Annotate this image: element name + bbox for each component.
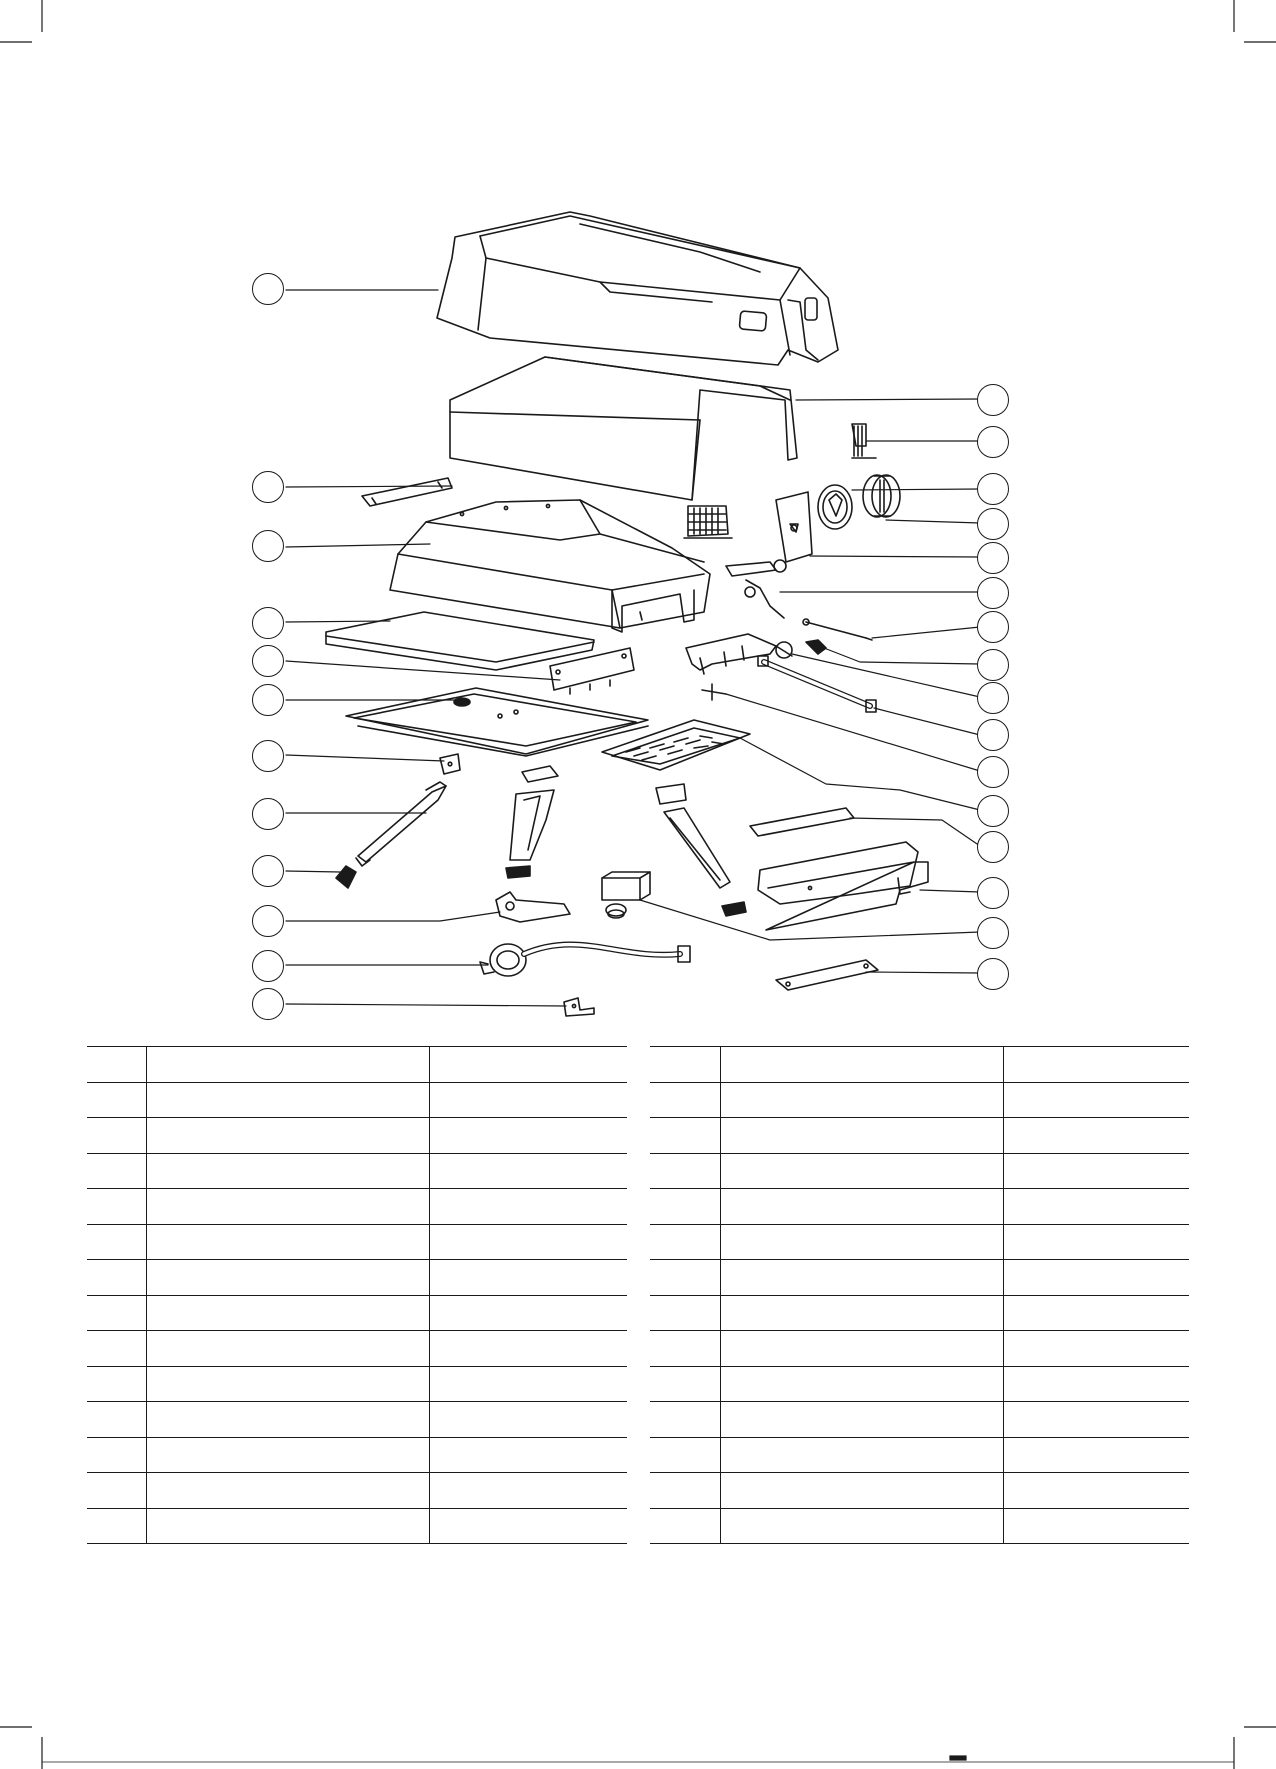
callout-right-2	[977, 426, 1009, 458]
no-cell	[87, 1402, 146, 1438]
callout-left-4	[252, 607, 284, 639]
qty-cell	[429, 1366, 627, 1402]
table-row	[87, 1295, 627, 1331]
grill-mesh	[684, 506, 732, 538]
leg-right	[656, 784, 746, 916]
description-cell	[720, 1473, 1003, 1509]
qty-cell	[429, 1189, 627, 1225]
qty-cell	[1003, 1508, 1189, 1544]
gas-hose-regulator	[480, 944, 690, 976]
description-cell	[146, 1224, 429, 1260]
no-cell	[650, 1366, 720, 1402]
qty-cell	[429, 1473, 627, 1509]
qty-cell	[429, 1331, 627, 1367]
no-cell	[87, 1437, 146, 1473]
table-row	[87, 1473, 627, 1509]
bottom-plate	[776, 960, 878, 990]
no-cell	[87, 1473, 146, 1509]
callout-right-8	[977, 649, 1009, 681]
regulator	[602, 872, 650, 918]
no-cell	[650, 1118, 720, 1154]
description-cell	[146, 1260, 429, 1296]
table-row	[650, 1295, 1189, 1331]
no-cell	[650, 1473, 720, 1509]
qty-cell	[429, 1260, 627, 1296]
callout-right-12	[977, 795, 1009, 827]
callout-right-6	[977, 577, 1009, 609]
table-row	[650, 1331, 1189, 1367]
gas-tube	[758, 656, 876, 712]
no-cell	[650, 1402, 720, 1438]
no-cell	[650, 1082, 720, 1118]
callout-left-6	[252, 684, 284, 716]
no-cell	[650, 1224, 720, 1260]
table-row	[650, 1047, 1189, 1083]
table-row	[650, 1402, 1189, 1438]
qty-cell	[1003, 1189, 1189, 1225]
callout-left-11	[252, 950, 284, 982]
description-cell	[720, 1153, 1003, 1189]
description-cell	[146, 1082, 429, 1118]
control-panel-bracket	[776, 492, 812, 562]
table-row	[650, 1437, 1189, 1473]
qty-cell	[1003, 1331, 1189, 1367]
qty-cell	[429, 1224, 627, 1260]
table-row	[650, 1508, 1189, 1544]
no-cell	[87, 1295, 146, 1331]
heat-shield	[450, 357, 797, 500]
no-cell	[87, 1366, 146, 1402]
no-cell	[87, 1260, 146, 1296]
description-cell	[720, 1260, 1003, 1296]
description-cell	[146, 1437, 429, 1473]
base-tray	[346, 688, 648, 756]
description-cell	[146, 1118, 429, 1154]
description-cell	[146, 1366, 429, 1402]
description-cell	[146, 1153, 429, 1189]
callout-right-13	[977, 831, 1009, 863]
qty-cell	[1003, 1047, 1189, 1083]
callout-right-14	[977, 877, 1009, 909]
description-cell	[146, 1331, 429, 1367]
table-row	[650, 1260, 1189, 1296]
qty-cell	[1003, 1118, 1189, 1154]
leg-center	[506, 766, 558, 878]
table-row	[650, 1473, 1189, 1509]
description-cell	[720, 1331, 1003, 1367]
description-cell	[720, 1508, 1003, 1544]
no-cell	[650, 1153, 720, 1189]
qty-cell	[429, 1047, 627, 1083]
hose-bracket	[496, 892, 570, 922]
thermocouple-pin	[702, 684, 726, 700]
no-cell	[650, 1331, 720, 1367]
small-bracket-bottom	[564, 998, 594, 1016]
table-row	[87, 1189, 627, 1225]
callout-right-3	[977, 473, 1009, 505]
description-cell	[720, 1082, 1003, 1118]
description-cell	[146, 1473, 429, 1509]
hood-lid	[437, 212, 838, 365]
callout-right-9	[977, 682, 1009, 714]
no-cell	[87, 1508, 146, 1544]
qty-cell	[429, 1295, 627, 1331]
callout-right-7	[977, 611, 1009, 643]
qty-cell	[429, 1437, 627, 1473]
gas-valve	[726, 560, 786, 618]
callout-left-10	[252, 905, 284, 937]
callout-right-4	[977, 508, 1009, 540]
no-cell	[87, 1189, 146, 1225]
table-row	[87, 1082, 627, 1118]
side-bar-small	[362, 478, 452, 506]
parts-table-left	[87, 1046, 627, 1544]
table-row	[650, 1118, 1189, 1154]
no-cell	[650, 1189, 720, 1225]
description-cell	[146, 1295, 429, 1331]
qty-cell	[1003, 1366, 1189, 1402]
callout-left-9	[252, 855, 284, 887]
description-cell	[146, 1189, 429, 1225]
table-row	[650, 1366, 1189, 1402]
description-cell	[720, 1402, 1003, 1438]
qty-cell	[429, 1082, 627, 1118]
qty-cell	[429, 1508, 627, 1544]
callout-right-5	[977, 542, 1009, 574]
callout-left-7	[252, 740, 284, 772]
table-row	[87, 1402, 627, 1438]
no-cell	[87, 1118, 146, 1154]
callout-right-10	[977, 719, 1009, 751]
table-row	[650, 1153, 1189, 1189]
firebox	[390, 500, 710, 632]
no-cell	[650, 1047, 720, 1083]
description-cell	[146, 1508, 429, 1544]
no-cell	[87, 1082, 146, 1118]
table-row	[87, 1437, 627, 1473]
qty-cell	[1003, 1260, 1189, 1296]
qty-cell	[1003, 1153, 1189, 1189]
qty-cell	[1003, 1473, 1189, 1509]
no-cell	[87, 1047, 146, 1083]
table-row	[87, 1366, 627, 1402]
callout-left-3	[252, 530, 284, 562]
description-cell	[720, 1224, 1003, 1260]
description-cell	[720, 1295, 1003, 1331]
side-shelf	[750, 808, 928, 930]
description-cell	[146, 1402, 429, 1438]
callout-left-1	[252, 273, 284, 305]
electrode-wire	[803, 619, 872, 640]
description-cell	[146, 1047, 429, 1083]
description-cell	[720, 1366, 1003, 1402]
callout-left-8	[252, 798, 284, 830]
burner-grate	[602, 720, 750, 770]
callout-right-1	[977, 384, 1009, 416]
qty-cell	[429, 1402, 627, 1438]
leg-left	[356, 782, 446, 866]
table-row	[87, 1118, 627, 1154]
table-row	[650, 1082, 1189, 1118]
qty-cell	[1003, 1295, 1189, 1331]
callout-left-2	[252, 471, 284, 503]
no-cell	[87, 1331, 146, 1367]
qty-cell	[429, 1118, 627, 1154]
no-cell	[650, 1295, 720, 1331]
table-row	[87, 1260, 627, 1296]
table-row	[650, 1189, 1189, 1225]
description-cell	[720, 1118, 1003, 1154]
table-row	[87, 1331, 627, 1367]
callout-left-12	[252, 988, 284, 1020]
qty-cell	[1003, 1402, 1189, 1438]
table-row	[87, 1153, 627, 1189]
qty-cell	[429, 1153, 627, 1189]
table-row	[87, 1047, 627, 1083]
table-row	[650, 1224, 1189, 1260]
no-cell	[650, 1437, 720, 1473]
description-cell	[720, 1437, 1003, 1473]
callout-right-11	[977, 756, 1009, 788]
no-cell	[650, 1508, 720, 1544]
no-cell	[87, 1153, 146, 1189]
callout-left-5	[252, 645, 284, 677]
control-knob	[818, 475, 900, 529]
leg-bracket-front	[440, 754, 460, 774]
description-cell	[720, 1047, 1003, 1083]
callout-right-16	[977, 958, 1009, 990]
parts-table-right	[650, 1046, 1189, 1544]
callout-right-15	[977, 917, 1009, 949]
ignitor	[806, 640, 826, 654]
leg-foot	[336, 866, 356, 888]
description-cell	[720, 1189, 1003, 1225]
no-cell	[650, 1260, 720, 1296]
qty-cell	[1003, 1437, 1189, 1473]
no-cell	[87, 1224, 146, 1260]
qty-cell	[1003, 1082, 1189, 1118]
qty-cell	[1003, 1224, 1189, 1260]
table-row	[87, 1508, 627, 1544]
table-row	[87, 1224, 627, 1260]
